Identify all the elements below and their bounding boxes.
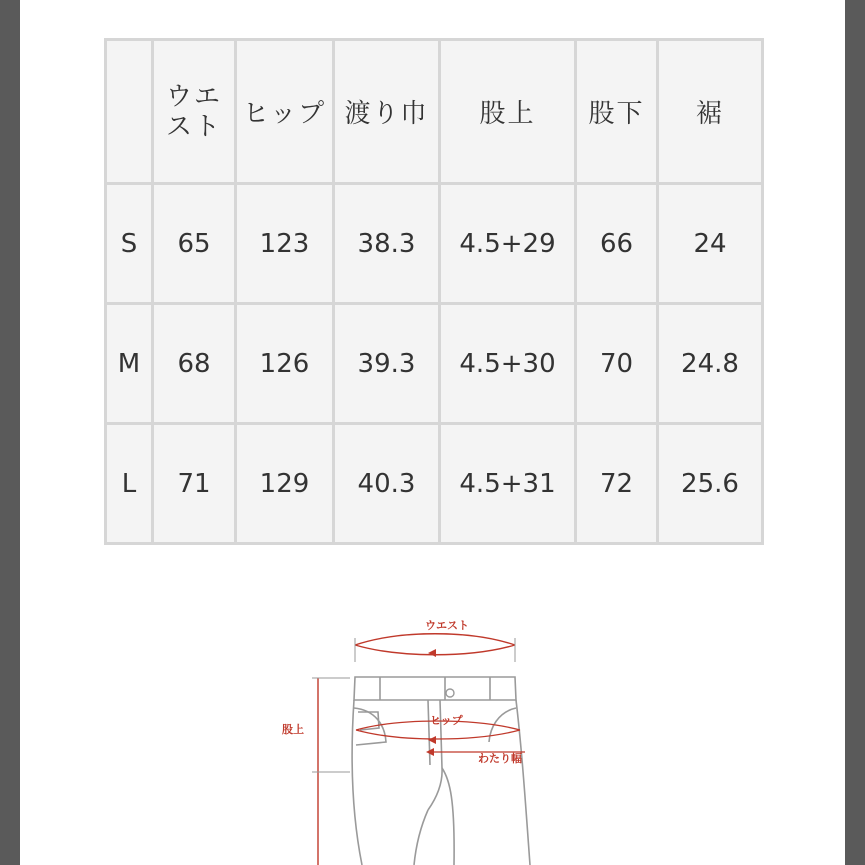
table-cell: 66: [577, 185, 656, 302]
table-cell: 129: [237, 425, 332, 542]
table-row: [107, 425, 761, 542]
size-label: S: [107, 185, 151, 302]
pants-outline: [352, 677, 530, 865]
waist-arrow-icon: [428, 649, 436, 657]
table-cell: 39.3: [335, 305, 438, 422]
table-cell: 65: [154, 185, 234, 302]
table-cell: 72: [577, 425, 656, 542]
rise-measure: [312, 678, 350, 865]
table-cell: 4.5+30: [441, 305, 574, 422]
table-row: [107, 305, 761, 422]
table-cell: 126: [237, 305, 332, 422]
table-cell: 4.5+29: [441, 185, 574, 302]
waist-label: ウエスト: [425, 619, 469, 632]
table-cell: 24.8: [659, 305, 761, 422]
table-cell: 123: [237, 185, 332, 302]
size-table: [104, 38, 764, 545]
button-icon: [446, 689, 454, 697]
hip-label: ヒップ: [430, 714, 463, 727]
size-label: M: [107, 305, 151, 422]
rise-label: 股上: [282, 723, 304, 736]
table-cell: 68: [154, 305, 234, 422]
thigh-label: わたり幅: [478, 752, 522, 765]
size-label: L: [107, 425, 151, 542]
table-header-row: [107, 41, 761, 182]
header-cell-thigh: 渡り巾: [335, 41, 438, 182]
table-cell: 38.3: [335, 185, 438, 302]
table-cell: 40.3: [335, 425, 438, 542]
header-cell-waist: [154, 41, 234, 182]
table-cell: 4.5+31: [441, 425, 574, 542]
table-cell: 70: [577, 305, 656, 422]
header-cell-hem: 裾: [659, 41, 761, 182]
header-waist-label: ウエスト: [166, 81, 223, 142]
header-cell-rise: 股上: [441, 41, 574, 182]
page-sheet: [20, 0, 845, 865]
table-cell: 24: [659, 185, 761, 302]
waist-measure: [355, 634, 515, 662]
table-cell: 71: [154, 425, 234, 542]
header-cell-hip: ヒップ: [237, 41, 332, 182]
pants-measurement-diagram: [240, 600, 600, 865]
table-row: [107, 185, 761, 302]
header-cell-inseam: 股下: [577, 41, 656, 182]
table-cell: 25.6: [659, 425, 761, 542]
header-cell-empty: [107, 41, 151, 182]
